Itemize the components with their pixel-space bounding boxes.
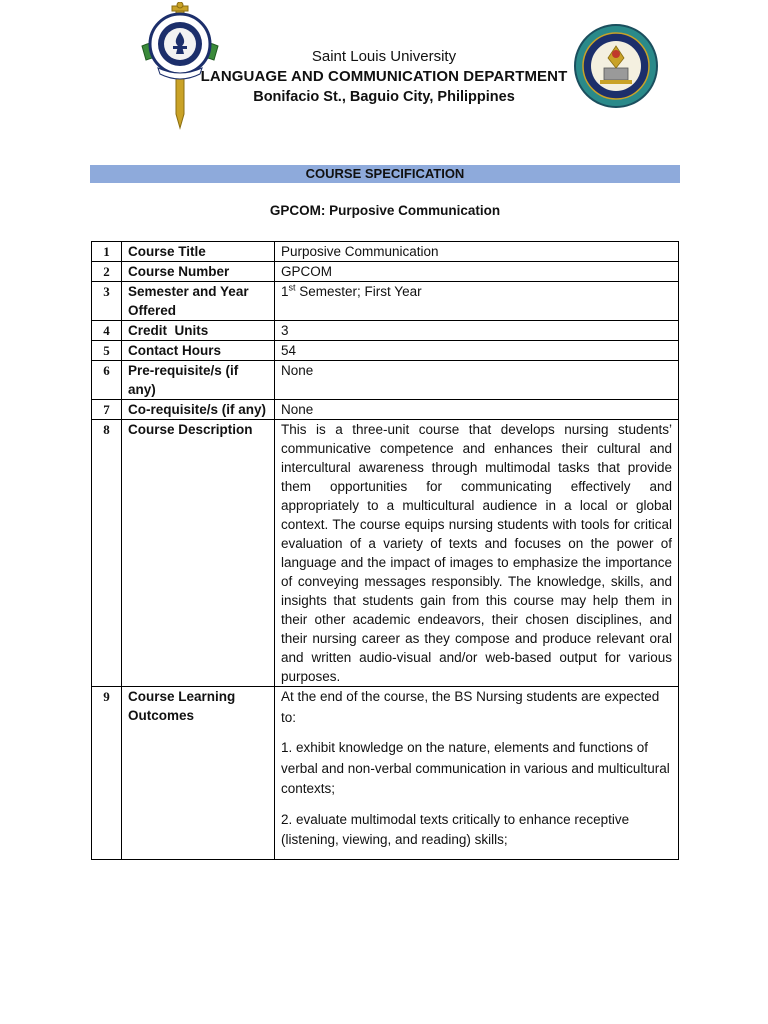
row-number: 6 xyxy=(92,361,122,400)
course-subtitle: GPCOM: Purposive Communication xyxy=(269,203,501,218)
row-value xyxy=(275,282,679,321)
row-label: Course Title xyxy=(122,242,275,262)
table-row xyxy=(92,321,679,341)
row-value: None xyxy=(275,400,679,420)
row-number: 8 xyxy=(92,420,122,687)
row-label: Contact Hours xyxy=(122,341,275,361)
semester-ordinal-suffix: st xyxy=(288,282,296,293)
row-label: Course Description xyxy=(122,420,275,687)
row-label: Course Learning Outcomes xyxy=(122,687,275,860)
table-row xyxy=(92,282,679,321)
university-name: Saint Louis University xyxy=(311,48,457,65)
row-number: 9 xyxy=(92,687,122,860)
row-label: Semester and Year Offered xyxy=(122,282,275,321)
row-number: 5 xyxy=(92,341,122,361)
table-row xyxy=(92,361,679,400)
letterhead xyxy=(0,0,768,140)
row-number: 4 xyxy=(92,321,122,341)
learning-outcomes xyxy=(275,687,679,860)
row-number: 7 xyxy=(92,400,122,420)
table-row xyxy=(92,262,679,282)
row-value: GPCOM xyxy=(275,262,679,282)
row-label: Course Number xyxy=(122,262,275,282)
table-row xyxy=(92,420,679,687)
row-label: Credit Units xyxy=(122,321,275,341)
row-label: Co-requisite/s (if any) xyxy=(122,400,275,420)
table-row xyxy=(92,341,679,361)
semester-text: Semester; First Year xyxy=(295,284,422,299)
course-description: This is a three-unit course that develops nursing students’ communicative competence and enhances their cultural and intercultural awareness through multimodal tasks that provide them opportunities for communicating effectively and appropriately to a multicultural audience in a local or global context. The course equips nursing students with tools for critical evaluation of a variety of texts and focuses on the power of language and the impact of images to emphasize the importance of conveying messages responsibly. The knowledge, skills, and insights that students gain from this course may help them in their other academic endeavors, their chosen disciplines, and their nursing career as they compose and produce relevant oral and written audio-visual and/or web-based output for various purposes. xyxy=(275,420,679,687)
row-value: Purposive Communication xyxy=(275,242,679,262)
outcomes-intro: At the end of the course, the BS Nursing students are expected to: xyxy=(281,689,660,725)
address: Bonifacio St., Baguio City, Philippines xyxy=(253,89,515,105)
row-number: 1 xyxy=(92,242,122,262)
course-spec-table xyxy=(91,241,679,860)
table-row xyxy=(92,687,679,860)
section-title-bar: COURSE SPECIFICATION xyxy=(90,165,680,183)
semester-ordinal: 1 xyxy=(281,284,289,299)
department-name: LANGUAGE AND COMMUNICATION DEPARTMENT xyxy=(200,68,568,85)
table-row xyxy=(92,400,679,420)
row-value: 54 xyxy=(275,341,679,361)
outcome-item: 1. exhibit knowledge on the nature, elements and functions of verbal and non-verbal communication in various and multicultural contexts; xyxy=(281,740,670,796)
row-value: 3 xyxy=(275,321,679,341)
row-value: None xyxy=(275,361,679,400)
row-number: 3 xyxy=(92,282,122,321)
letterhead-text xyxy=(200,47,568,107)
table-row xyxy=(92,242,679,262)
row-label: Pre-requisite/s (if any) xyxy=(122,361,275,400)
slu-school-seal-icon xyxy=(574,24,658,108)
outcome-item: 2. evaluate multimodal texts critically to enhance receptive (listening, viewing, and reading) skills; xyxy=(281,811,630,847)
row-number: 2 xyxy=(92,262,122,282)
